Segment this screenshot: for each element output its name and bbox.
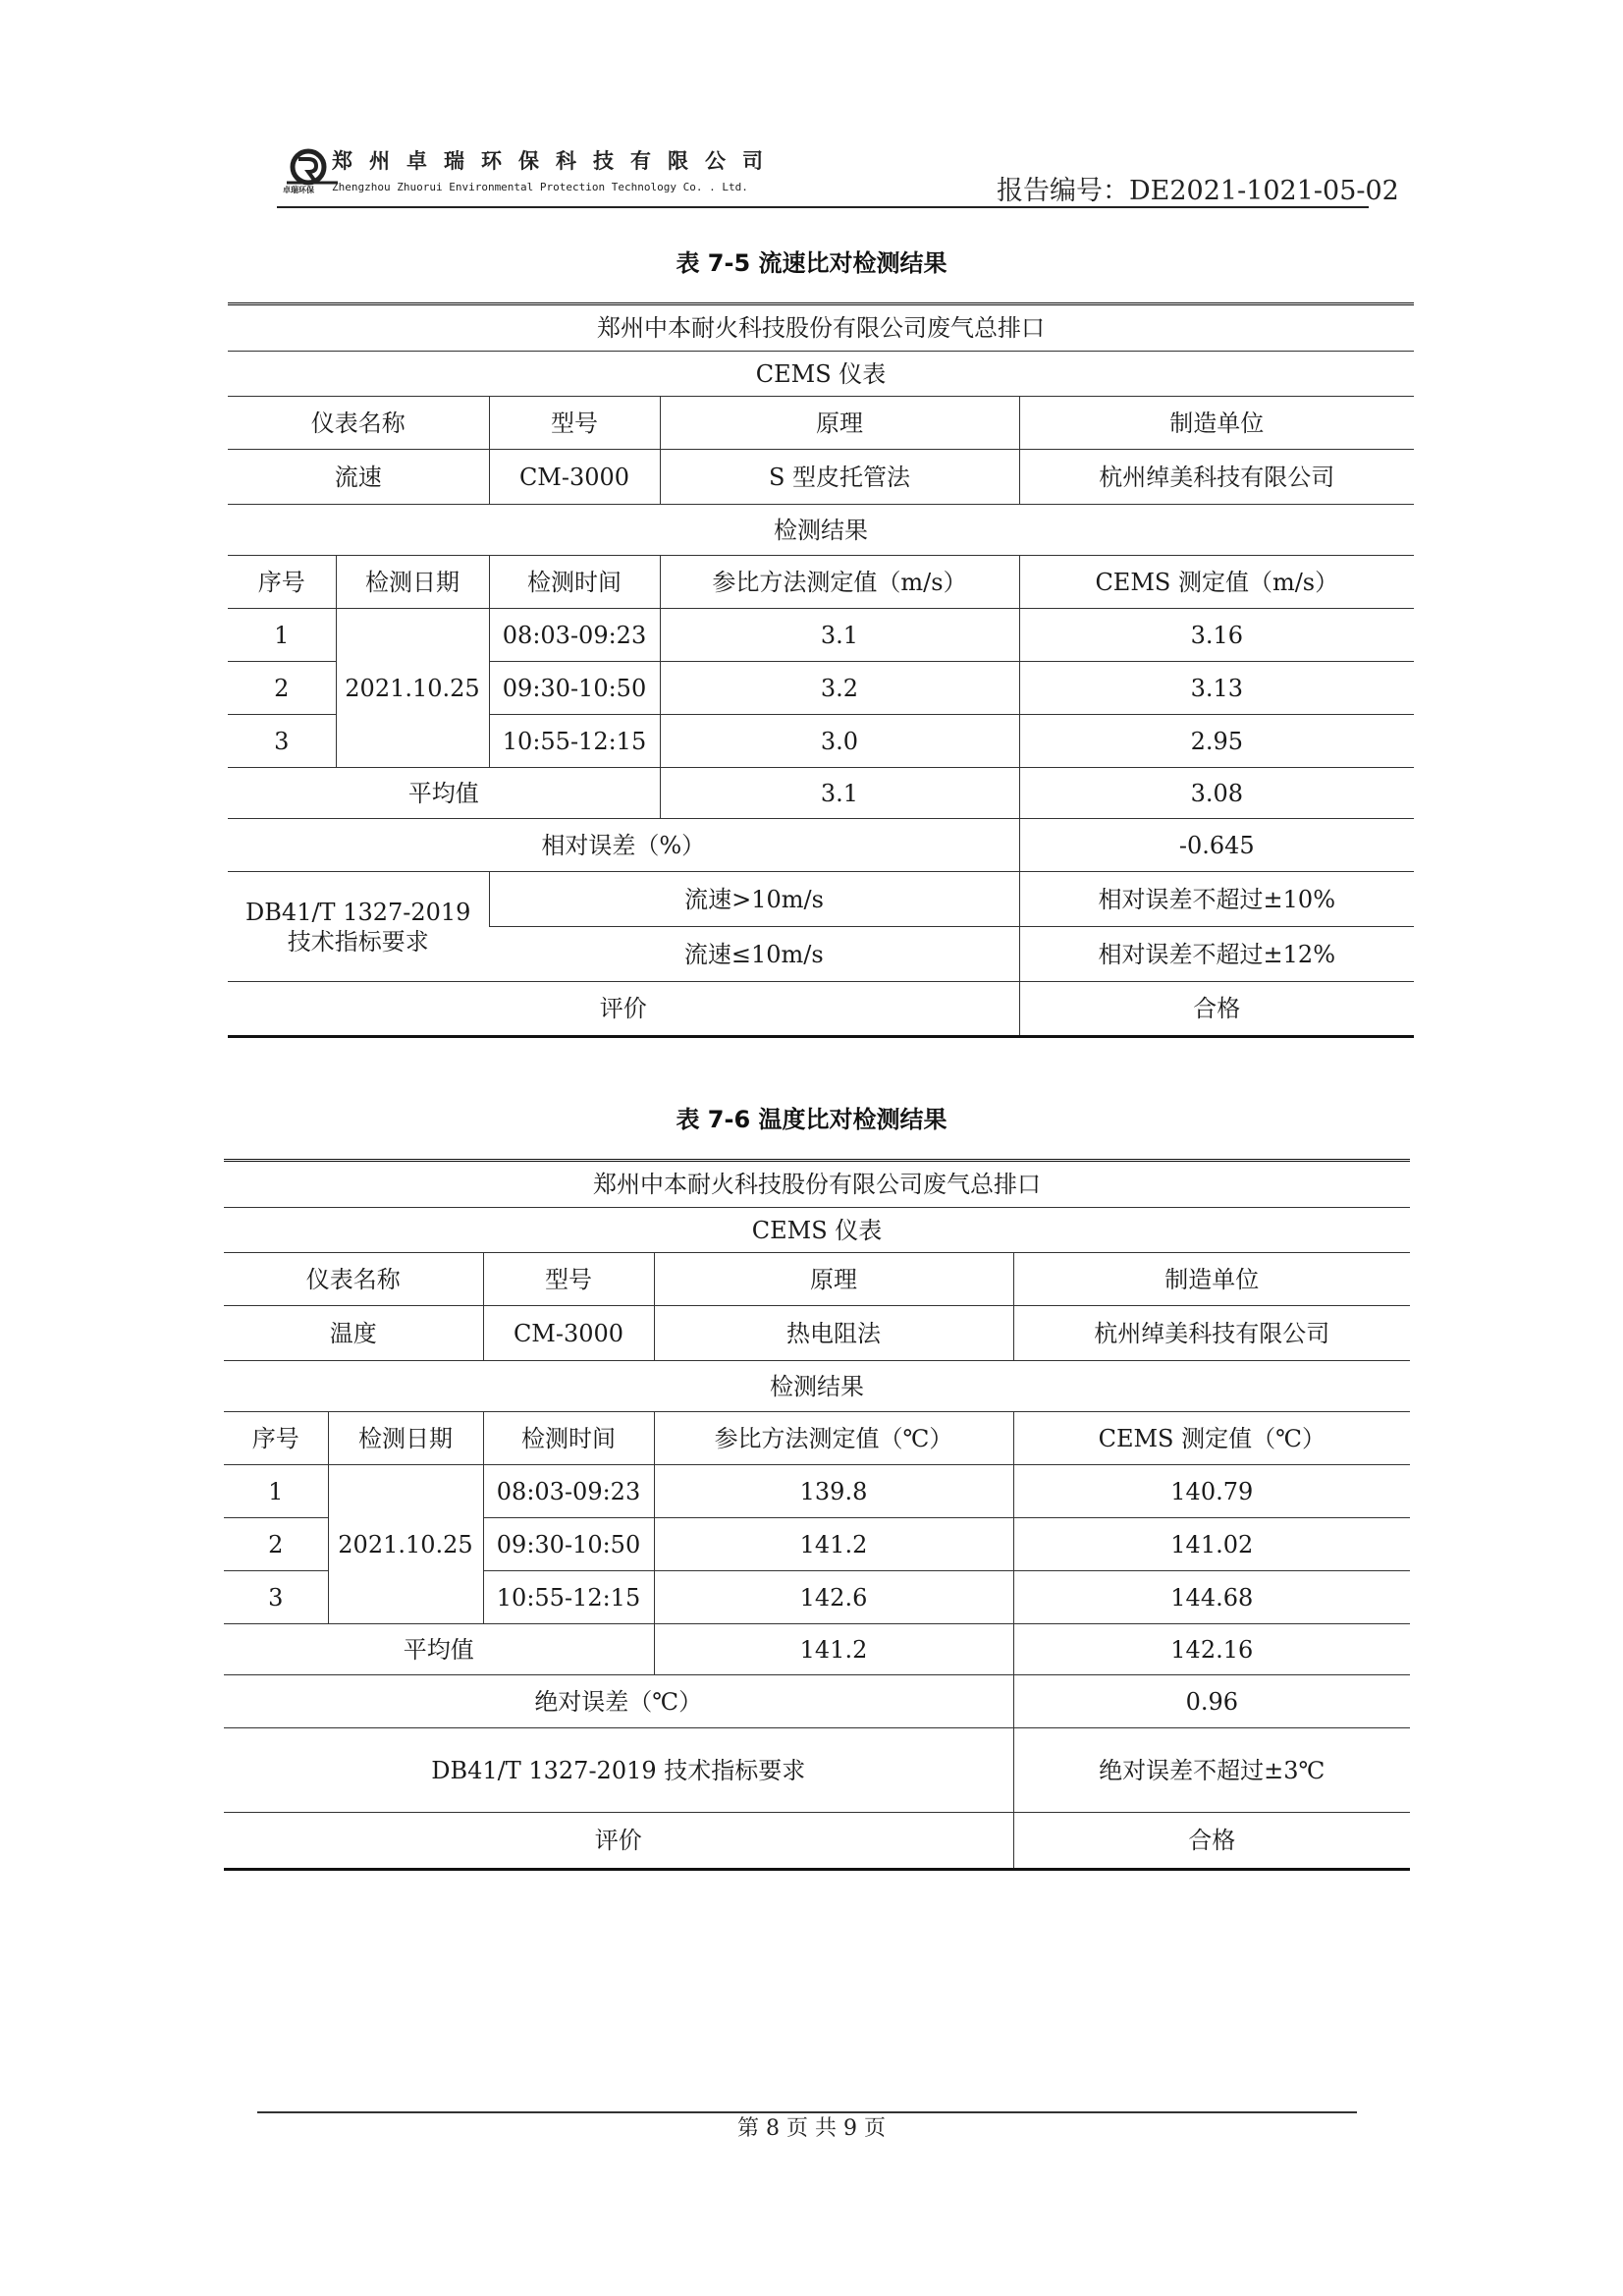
header-date: 检测日期 xyxy=(336,556,489,609)
average-ref: 3.1 xyxy=(660,768,1019,819)
relative-error-value: -0.645 xyxy=(1019,819,1414,872)
instrument-manufacturer: 杭州绰美科技有限公司 xyxy=(1013,1306,1410,1361)
report-number: 报告编号：DE2021-1021-05-02 xyxy=(997,176,1399,206)
header-model: 型号 xyxy=(483,1253,654,1306)
condition-above-10: 流速>10m/s xyxy=(489,872,1019,927)
row-time: 09:30-10:50 xyxy=(489,662,660,715)
instrument-principle: S 型皮托管法 xyxy=(660,450,1019,505)
row-time: 08:03-09:23 xyxy=(489,609,660,662)
logo-tag: 卓瑞环保 xyxy=(283,186,314,194)
row-ref: 142.6 xyxy=(654,1571,1013,1624)
evaluation-value: 合格 xyxy=(1019,982,1414,1037)
row-ref: 139.8 xyxy=(654,1465,1013,1518)
row-cems: 3.13 xyxy=(1019,662,1414,715)
instrument-name: 流速 xyxy=(228,450,489,505)
header-rule xyxy=(277,206,1369,208)
company-name-cn: 郑州卓瑞环保科技有限公司 xyxy=(332,149,780,173)
row-no: 1 xyxy=(224,1465,328,1518)
row-no: 3 xyxy=(228,715,336,768)
evaluation-label: 评价 xyxy=(224,1813,1013,1870)
instrument-principle: 热电阻法 xyxy=(654,1306,1013,1361)
header-instrument-name: 仪表名称 xyxy=(228,397,489,450)
row-ref: 3.1 xyxy=(660,609,1019,662)
instrument-manufacturer: 杭州绰美科技有限公司 xyxy=(1019,450,1414,505)
header-cems-value: CEMS 测定值（m/s） xyxy=(1019,556,1414,609)
standard-label: 技术指标要求 xyxy=(287,927,429,956)
average-cems: 142.16 xyxy=(1013,1624,1410,1675)
standard-code: DB41/T 1327-2019 xyxy=(245,898,471,926)
row-no: 3 xyxy=(224,1571,328,1624)
site-name: 郑州中本耐火科技股份有限公司废气总排口 xyxy=(224,1161,1410,1208)
header-cems-value: CEMS 测定值（℃） xyxy=(1013,1412,1410,1465)
row-cems: 144.68 xyxy=(1013,1571,1410,1624)
header-model: 型号 xyxy=(489,397,660,450)
cems-label: CEMS 仪表 xyxy=(228,352,1414,397)
average-label: 平均值 xyxy=(228,768,660,819)
instrument-model: CM-3000 xyxy=(483,1306,654,1361)
evaluation-label: 评价 xyxy=(228,982,1019,1037)
evaluation-value: 合格 xyxy=(1013,1813,1410,1870)
row-cems: 140.79 xyxy=(1013,1465,1410,1518)
instrument-name: 温度 xyxy=(224,1306,483,1361)
header-no: 序号 xyxy=(228,556,336,609)
header-manufacturer: 制造单位 xyxy=(1013,1253,1410,1306)
site-name: 郑州中本耐火科技股份有限公司废气总排口 xyxy=(228,304,1414,352)
result-label: 检测结果 xyxy=(224,1361,1410,1412)
row-ref: 3.2 xyxy=(660,662,1019,715)
row-time: 09:30-10:50 xyxy=(483,1518,654,1571)
table-row xyxy=(224,1465,1410,1518)
row-time: 10:55-12:15 xyxy=(483,1571,654,1624)
row-no: 1 xyxy=(228,609,336,662)
row-time: 08:03-09:23 xyxy=(483,1465,654,1518)
header-no: 序号 xyxy=(224,1412,328,1465)
company-name-en: Zhengzhou Zhuorui Environmental Protection Technology Co. . Ltd. xyxy=(332,181,748,193)
relative-error-label: 相对误差（%） xyxy=(228,819,1019,872)
row-cems: 2.95 xyxy=(1019,715,1414,768)
table-row xyxy=(228,609,1414,662)
header-ref-value: 参比方法测定值（m/s） xyxy=(660,556,1019,609)
header-time: 检测时间 xyxy=(489,556,660,609)
standard-requirement xyxy=(228,872,489,982)
page-number: 第 8 页 共 9 页 xyxy=(737,2116,886,2141)
row-cems: 141.02 xyxy=(1013,1518,1410,1571)
row-cems: 3.16 xyxy=(1019,609,1414,662)
cems-label: CEMS 仪表 xyxy=(224,1208,1410,1253)
header-principle: 原理 xyxy=(660,397,1019,450)
average-label: 平均值 xyxy=(224,1624,654,1675)
result-label: 检测结果 xyxy=(228,505,1414,556)
test-date: 2021.10.25 xyxy=(336,609,489,768)
row-time: 10:55-12:15 xyxy=(489,715,660,768)
header-instrument-name: 仪表名称 xyxy=(224,1253,483,1306)
standard-requirement-value: 绝对误差不超过±3℃ xyxy=(1013,1728,1410,1813)
requirement-above-10: 相对误差不超过±10% xyxy=(1019,872,1414,927)
requirement-below-10: 相对误差不超过±12% xyxy=(1019,927,1414,982)
temperature-table xyxy=(224,1159,1410,1871)
header-ref-value: 参比方法测定值（℃） xyxy=(654,1412,1013,1465)
row-no: 2 xyxy=(224,1518,328,1571)
table-7-5-title: 表 7-5 流速比对检测结果 xyxy=(676,249,947,277)
header-principle: 原理 xyxy=(654,1253,1013,1306)
average-cems: 3.08 xyxy=(1019,768,1414,819)
row-no: 2 xyxy=(228,662,336,715)
standard-requirement: DB41/T 1327-2019 技术指标要求 xyxy=(224,1728,1013,1813)
row-ref: 3.0 xyxy=(660,715,1019,768)
table-7-6-title: 表 7-6 温度比对检测结果 xyxy=(676,1106,947,1133)
flow-rate-table xyxy=(228,302,1414,1038)
header-time: 检测时间 xyxy=(483,1412,654,1465)
row-ref: 141.2 xyxy=(654,1518,1013,1571)
header-date: 检测日期 xyxy=(328,1412,483,1465)
instrument-model: CM-3000 xyxy=(489,450,660,505)
test-date: 2021.10.25 xyxy=(328,1465,483,1624)
absolute-error-label: 绝对误差（℃） xyxy=(224,1675,1013,1728)
header-manufacturer: 制造单位 xyxy=(1019,397,1414,450)
absolute-error-value: 0.96 xyxy=(1013,1675,1410,1728)
average-ref: 141.2 xyxy=(654,1624,1013,1675)
condition-below-10: 流速≤10m/s xyxy=(489,927,1019,982)
